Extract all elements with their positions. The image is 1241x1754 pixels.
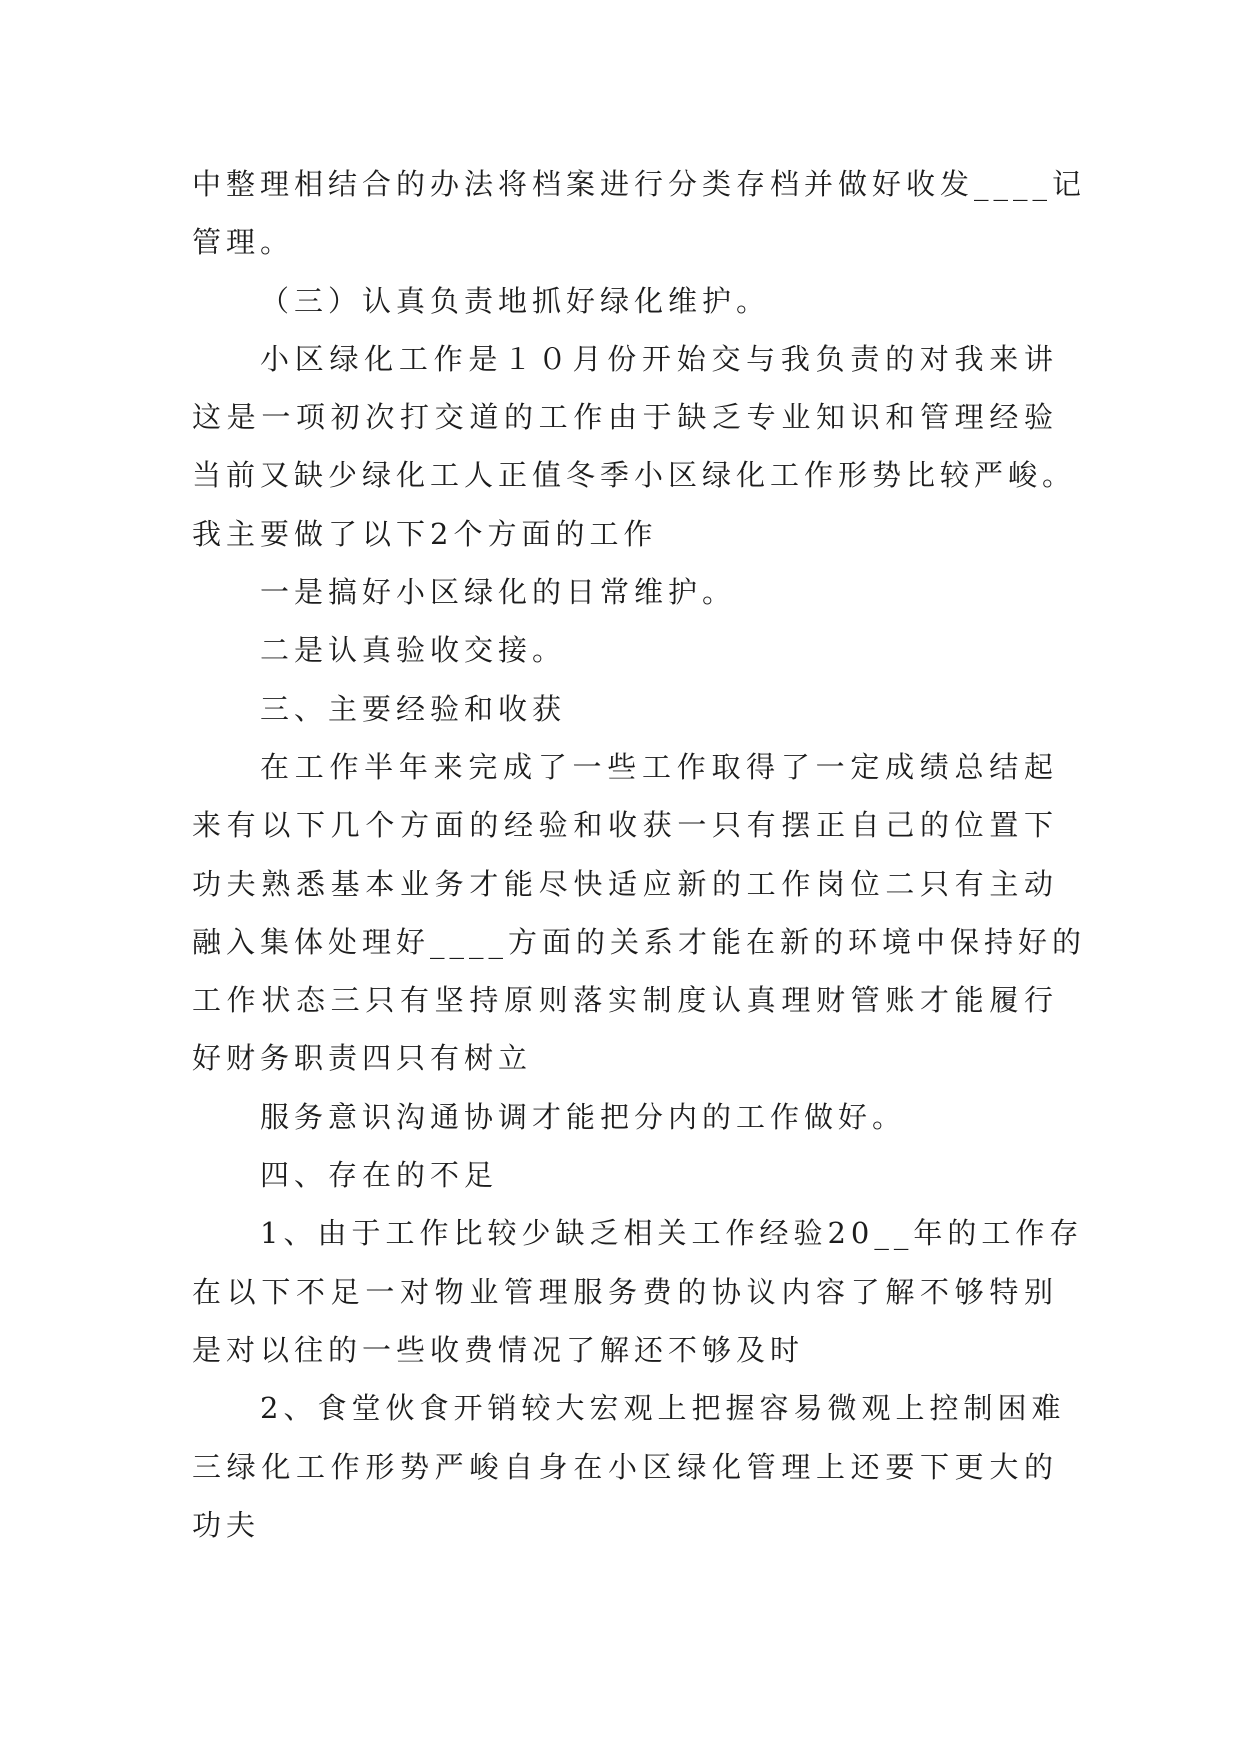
paragraph-line: 二是认真验收交接。 bbox=[260, 633, 567, 668]
list-item-line: 1、由于工作比较少缺乏相关工作经验20__年的工作存 bbox=[260, 1216, 1084, 1251]
paragraph-line: 来有以下几个方面的经验和收获一只有摆正自己的位置下 bbox=[192, 808, 1058, 843]
list-item-line: 2、食堂伙食开销较大宏观上把握容易微观上控制困难 bbox=[260, 1391, 1066, 1426]
list-item-line: 在以下不足一对物业管理服务费的协议内容了解不够特别 bbox=[192, 1274, 1058, 1309]
paragraph-line: 融入集体处理好____方面的关系才能在新的环境中保持好的 bbox=[192, 924, 1087, 959]
list-item-line: 是对以往的一些收费情况了解还不够及时 bbox=[192, 1332, 805, 1367]
section-heading: 三、主要经验和收获 bbox=[260, 691, 567, 726]
paragraph-line: 当前又缺少绿化工人正值冬季小区绿化工作形势比较严峻。 bbox=[192, 458, 1077, 493]
paragraph-line: 这是一项初次打交道的工作由于缺乏专业知识和管理经验 bbox=[192, 400, 1058, 435]
section-heading: 四、存在的不足 bbox=[260, 1158, 499, 1193]
paragraph-line: 管理。 bbox=[192, 225, 295, 260]
list-item-line: 三绿化工作形势严峻自身在小区绿化管理上还要下更大的 bbox=[192, 1449, 1058, 1484]
subsection-heading: （三）认真负责地抓好绿化维护。 bbox=[260, 283, 771, 318]
paragraph-line: 工作状态三只有坚持原则落实制度认真理财管账才能履行 bbox=[192, 983, 1058, 1018]
paragraph-line: 我主要做了以下2个方面的工作 bbox=[192, 516, 658, 551]
list-item-line: 功夫 bbox=[192, 1507, 261, 1542]
paragraph-line: 在工作半年来完成了一些工作取得了一定成绩总结起 bbox=[260, 749, 1058, 784]
paragraph-line: 一是搞好小区绿化的日常维护。 bbox=[260, 575, 737, 610]
paragraph-line: 功夫熟悉基本业务才能尽快适应新的工作岗位二只有主动 bbox=[192, 866, 1058, 901]
document-body bbox=[192, 155, 1087, 1554]
paragraph-line: 中整理相结合的办法将档案进行分类存档并做好收发____记 bbox=[192, 167, 1087, 201]
paragraph-line: 小区绿化工作是１０月份开始交与我负责的对我来讲 bbox=[260, 341, 1058, 376]
paragraph-line: 好财务职责四只有树立 bbox=[192, 1041, 533, 1076]
paragraph-line: 服务意识沟通协调才能把分内的工作做好。 bbox=[260, 1099, 907, 1134]
